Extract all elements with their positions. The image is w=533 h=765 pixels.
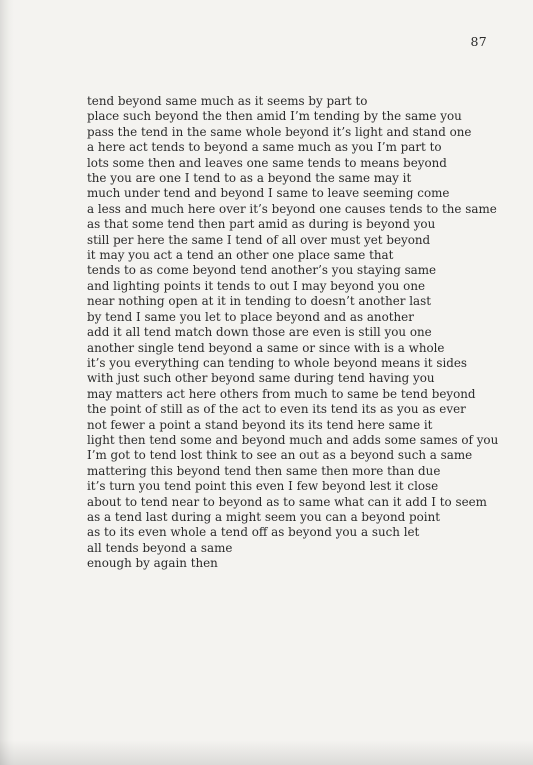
poem-line: as a tend last during a might seem you can a beyond point [87,509,441,524]
poem-line: place such beyond the then amid I’m tending by the same you [87,109,462,124]
poem-line: pass the tend in the same whole beyond it’s light and stand one [87,124,472,139]
poem-line: tend beyond same much as it seems by part to [87,94,368,108]
poem-line: the you are one I tend to as a beyond the same may it [87,171,412,186]
poem-line: the point of still as of the act to even its tend its as you as ever [87,402,466,417]
poem-line: another single tend beyond a same or since with is a whole [87,340,445,355]
poem-line: it’s you everything can tending to whole beyond means it sides [87,355,468,370]
poem-line: a less and much here over it’s beyond one causes tends to the same [87,201,497,216]
poem-line: it’s turn you tend point this even I few beyond lest it close [87,479,439,494]
page-number: 87 [470,34,487,49]
poem-line: as to its even whole a tend off as beyond you a such let [87,525,420,540]
poem-line: and lighting points it tends to out I may beyond you one [87,278,426,293]
poem-line: not fewer a point a stand beyond its its tend here same it [87,417,433,432]
poem-line: tends to as come beyond tend another’s you staying same [87,263,437,278]
poem-line: with just such other beyond same during tend having you [87,371,435,386]
poem-line: about to tend near to beyond as to same what can it add I to seem [87,494,487,509]
poem-line: may matters act here others from much to same be tend beyond [87,386,476,401]
poem-line: by tend I same you let to place beyond and as another [87,309,414,324]
poem-line: still per here the same I tend of all over must yet beyond [87,232,431,247]
poem-line: light then tend some and beyond much and adds some sames of you [87,432,499,447]
poem-line: as that some tend then part amid as during is beyond you [87,217,436,232]
poem-line: all tends beyond a same [87,540,233,555]
poem-line: a here act tends to beyond a same much as you I’m part to [87,140,442,155]
poem-line: add it all tend match down those are even is still you one [87,325,432,340]
poem-line: it may you act a tend an other one place same that [87,248,394,263]
poem-line: near nothing open at it in tending to doesn’t another last [87,294,432,309]
poem-line: mattering this beyond tend then same then more than due [87,463,441,478]
poem-text [87,94,507,572]
poem-line: I’m got to tend lost think to see an out as a beyond such a same [87,448,473,463]
poem-line: enough by again then [87,556,218,571]
poem-line: lots some then and leaves one same tends to means beyond [87,155,447,170]
poem-line: much under tend and beyond I same to leave seeming come [87,186,450,201]
